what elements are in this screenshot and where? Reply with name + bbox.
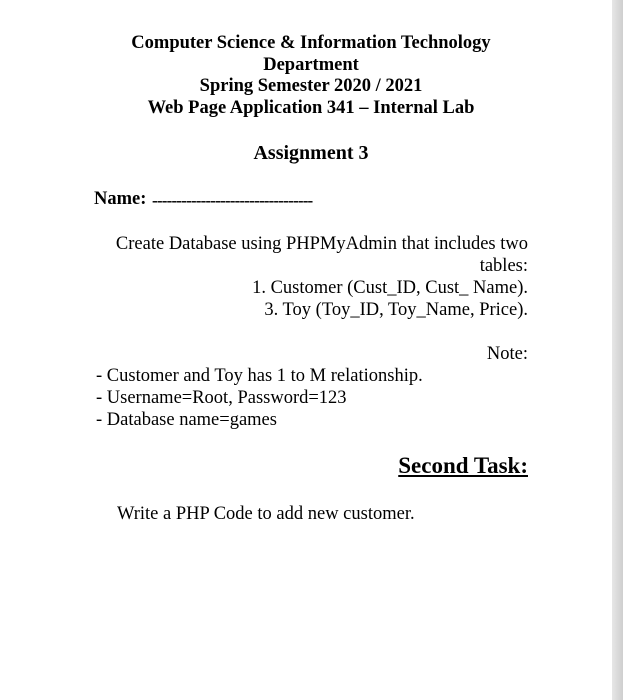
second-task-text: Write a PHP Code to add new customer. — [117, 504, 415, 524]
name-label: Name: — [94, 189, 147, 209]
header-department-line2: Department — [263, 54, 359, 75]
task-item-toy: 3. Toy (Toy_ID, Toy_Name, Price). — [264, 300, 528, 320]
task-line-1: Create Database using PHPMyAdmin that includes two — [115, 234, 528, 254]
header-course: Web Page Application 341 – Internal Lab — [147, 97, 475, 118]
note-item: - Customer and Toy has 1 to M relationship. — [96, 366, 423, 386]
first-task-description — [100, 233, 528, 321]
task-item-customer: 1. Customer (Cust_ID, Cust_ Name). — [252, 278, 528, 298]
page-edge-shadow — [612, 0, 623, 700]
task-line-2: tables: — [479, 256, 528, 276]
header-department-line1: Computer Science & Information Technology — [131, 33, 491, 53]
note-item: - Database name=games — [96, 410, 277, 430]
document-header — [0, 33, 622, 119]
note-item: - Username=Root, Password=123 — [96, 388, 347, 408]
header-semester: Spring Semester 2020 / 2021 — [199, 76, 423, 96]
name-blank-line: --------------------------------- — [152, 191, 313, 210]
note-label: Note: — [486, 344, 528, 364]
assignment-title: Assignment 3 — [253, 142, 369, 164]
note-list — [96, 365, 423, 431]
second-task-heading: Second Task: — [398, 453, 528, 478]
